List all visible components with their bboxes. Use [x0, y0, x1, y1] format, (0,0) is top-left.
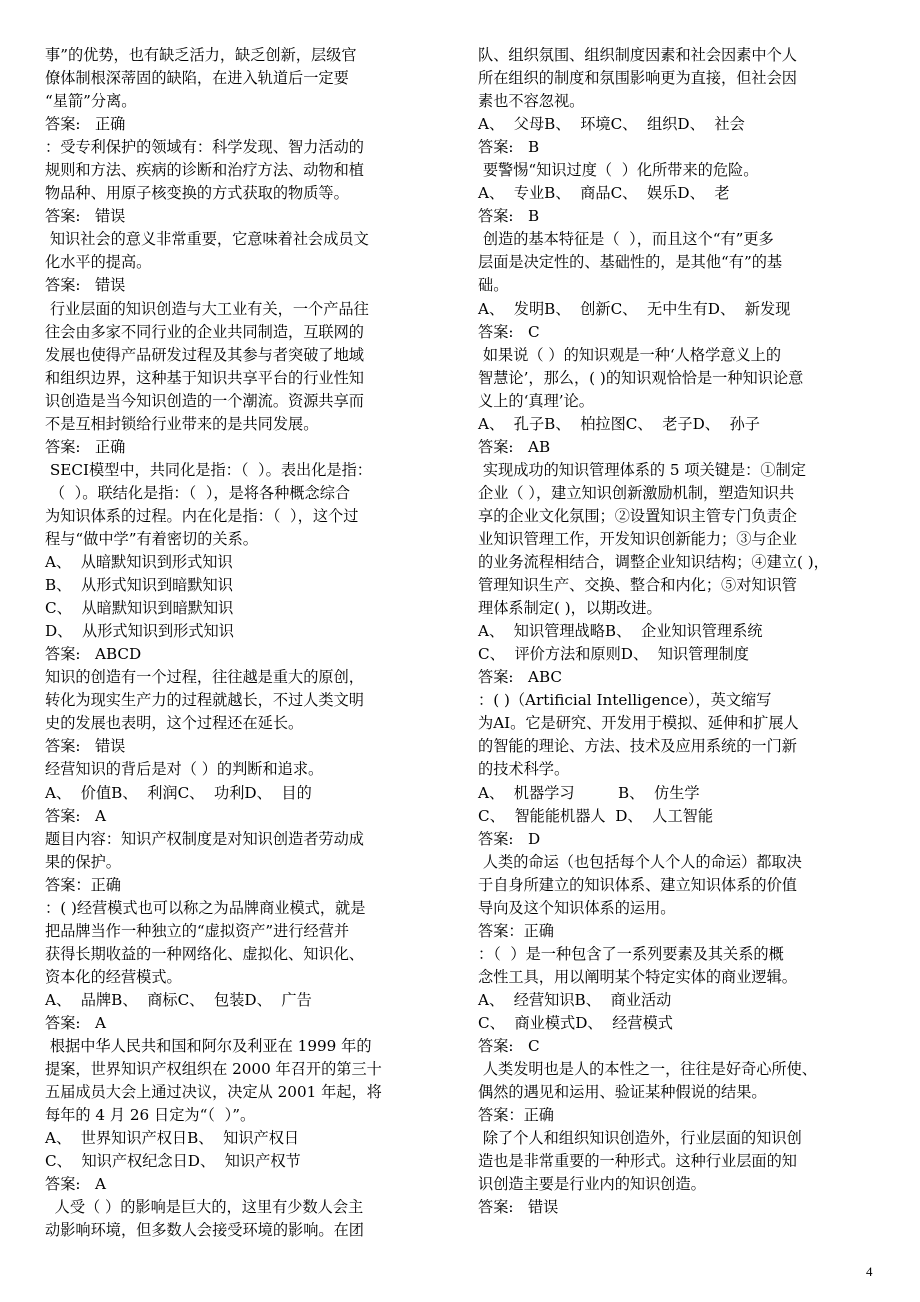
text-line: 果的保护。	[45, 852, 121, 871]
text-line: 答案: 正确	[45, 115, 126, 134]
text-line: C、 知识产权纪念日D、 知识产权节	[45, 1152, 301, 1171]
text-line: 素也不容忽视。	[478, 92, 585, 111]
text-line: A、 孔子B、 柏拉图C、 老子D、 孙子	[478, 414, 760, 433]
text-line: A、 发明B、 创新C、 无中生有D、 新发现	[478, 299, 791, 318]
text-line: 答案: B	[478, 138, 540, 157]
text-line: 规则和方法、疾病的诊断和治疗方法、动物和植	[45, 161, 364, 180]
text-line: 要警惕“知识过度（ ）化所带来的危险。	[478, 161, 759, 180]
text-line: 识创造是当今知识创造的一个潮流。资源共享而	[45, 391, 364, 410]
text-line: “星箭”分离。	[45, 92, 137, 111]
text-line: 题目内容：知识产权制度是对知识创造者劳动成	[45, 829, 364, 848]
text-line: A、 从暗默知识到形式知识	[45, 553, 233, 572]
text-line: ：( )（Artificial Intelligence），英文缩写	[478, 691, 772, 710]
text-line: 把品牌当作一种独立的“虚拟资产”进行经营并	[45, 921, 350, 940]
text-line: 偶然的遇见和运用、验证某种假说的结果。	[478, 1083, 767, 1102]
text-line: 事”的优势，也有缺乏活力，缺乏创新，层级官	[45, 46, 357, 64]
text-line: 享的企业文化氛围；②设置知识主管专门负责企	[478, 506, 797, 525]
text-line: 答案：正确	[478, 921, 554, 940]
text-line: 答案: ABCD	[45, 645, 142, 664]
text-line: 答案: ABC	[478, 668, 563, 687]
text-line: 五届成员大会上通过决议，决定从 2001 年起，将	[45, 1083, 382, 1102]
text-line: 于自身所建立的知识体系、建立知识体系的价值	[478, 875, 797, 894]
text-line: 化水平的提高。	[45, 253, 152, 272]
text-line: 的智能的理论、方法、技术及应用系统的一门新	[478, 737, 797, 756]
text-line: A、 知识管理战略B、 企业知识管理系统	[478, 622, 763, 641]
text-line: 答案: A	[45, 1013, 106, 1032]
text-line: 人类发明也是人的本性之一，往往是好奇心所使、	[478, 1060, 817, 1079]
text-line: A、 经营知识B、 商业活动	[478, 990, 672, 1009]
text-line: 实现成功的知识管理体系的 5 项关键是：①制定	[478, 460, 806, 479]
text-line: 念性工具，用以阐明某个特定实体的商业逻辑。	[478, 967, 797, 986]
left-column	[45, 44, 445, 1242]
text-line: 如果说（ ）的知识观是一种‘人格学意义上的	[478, 345, 782, 364]
text-line: 知识社会的意义非常重要，它意味着社会成员文	[45, 230, 369, 249]
text-line: 程与“做中学”有着密切的关系。	[45, 529, 258, 548]
text-line: 答案: C	[478, 322, 540, 341]
text-line: 知识的创造有一个过程，往往越是重大的原创，	[45, 668, 364, 687]
text-line: 人类的命运（也包括每个人个人的命运）都取决	[478, 852, 802, 871]
text-line: 史的发展也表明，这个过程还在延长。	[45, 714, 304, 733]
text-line: 为知识体系的过程。内在化是指：（ ），这个过	[45, 506, 359, 525]
text-line: 造也是非常重要的一种形式。这种行业层面的知	[478, 1152, 797, 1171]
text-line: 答案: B	[478, 207, 540, 226]
text-line: 和组织边界，这种基于知识共享平台的行业性知	[45, 368, 364, 387]
text-line: C、 智能能机器人 D、 人工智能	[478, 806, 714, 825]
text-line: SECI模型中，共同化是指：（ ）。表出化是指：	[45, 460, 372, 479]
text-line: A、 价值B、 利润C、 功利D、 目的	[45, 783, 312, 802]
text-line: 不是互相封锁给行业带来的是共同发展。	[45, 414, 319, 433]
text-line: A、 父母B、 环境C、 组织D、 社会	[478, 115, 745, 134]
text-line: 每年的 4 月 26 日定为“（ ）”。	[45, 1106, 256, 1125]
text-line: C、 商业模式D、 经营模式	[478, 1013, 673, 1032]
text-line: 为AI。它是研究、开发用于模拟、延伸和扩展人	[478, 714, 799, 733]
text-line: 答案：正确	[478, 1106, 554, 1125]
text-line: 动影响环境，但多数人会接受环境的影响。在团	[45, 1221, 364, 1240]
text-line: 答案: AB	[478, 437, 551, 456]
text-line: 答案: A	[45, 1175, 106, 1194]
text-line: ：受专利保护的领域有：科学发现、智力活动的	[45, 138, 364, 157]
text-line: 队、组织氛围、组织制度因素和社会因素中个人	[478, 46, 797, 64]
text-line: 所在组织的制度和氛围影响更为直接，但社会因	[478, 69, 797, 88]
text-line: 层面是决定性的、基础性的，是其他“有”的基	[478, 253, 783, 272]
text-line: 的技术科学。	[478, 760, 570, 779]
text-line: B、 从形式知识到暗默知识	[45, 576, 233, 595]
text-line: 理体系制定( )，以期改进。	[478, 599, 662, 618]
text-line: 往会由多家不同行业的企业共同制造，互联网的	[45, 322, 364, 341]
text-line: C、 从暗默知识到暗默知识	[45, 599, 234, 618]
text-line: 义上的‘真理’论。	[478, 391, 594, 410]
text-line: A、 品牌B、 商标C、 包装D、 广告	[45, 990, 312, 1009]
text-line: 答案: 错误	[45, 207, 126, 226]
text-line: 导向及这个知识体系的运用。	[478, 898, 676, 917]
text-line: 发展也使得产品研发过程及其参与者突破了地域	[45, 345, 364, 364]
text-line: ：（ ）是一种包含了一系列要素及其关系的概	[478, 944, 784, 963]
text-line: 答案: A	[45, 806, 106, 825]
text-line: 管理知识生产、交换、整合和内化；⑤对知识管	[478, 576, 797, 595]
text-line: ：( )经营模式也可以称之为品牌商业模式，就是	[45, 898, 366, 917]
text-line: 企业（ ），建立知识创新激励机制，塑造知识共	[478, 483, 795, 502]
text-line: 僚体制根深蒂固的缺陷，在进入轨道后一定要	[45, 69, 349, 88]
text-line: A、 专业B、 商品C、 娱乐D、 老	[478, 184, 730, 203]
text-line: 答案：正确	[45, 875, 121, 894]
text-line: 提案，世界知识产权组织在 2000 年召开的第三十	[45, 1060, 382, 1079]
text-line: C、 评价方法和原则D、 知识管理制度	[478, 645, 749, 664]
text-line: 业知识管理工作，开发知识创新能力；③与企业	[478, 529, 797, 548]
text-line: A、 世界知识产权日B、 知识产权日	[45, 1129, 300, 1148]
text-line: 答案: 错误	[45, 737, 126, 756]
text-line: A、 机器学习 B、 仿生学	[478, 783, 700, 802]
text-line: 础。	[478, 276, 509, 295]
page-number: 4	[866, 1264, 873, 1279]
text-line: D、 从形式知识到形式知识	[45, 622, 234, 641]
text-line: 创造的基本特征是（ ），而且这个“有”更多	[478, 230, 774, 249]
text-line: 行业层面的知识创造与大工业有关，一个产品往	[45, 299, 369, 318]
text-line: 答案: 错误	[45, 276, 126, 295]
text-line: 人受（ ）的影响是巨大的，这里有少数人会主	[45, 1198, 364, 1217]
text-line: 经营知识的背后是对（ ）的判断和追求。	[45, 760, 324, 779]
text-line: 获得长期收益的一种网络化、虚拟化、知识化、	[45, 944, 364, 963]
text-line: 资本化的经营模式。	[45, 967, 182, 986]
text-line: 识创造主要是行业内的知识创造。	[478, 1175, 706, 1194]
text-line: 答案: D	[478, 829, 541, 848]
text-line: 答案: 正确	[45, 437, 126, 456]
text-line: 物品种、用原子核变换的方式获取的物质等。	[45, 184, 349, 203]
text-line: 的业务流程相结合，调整企业知识结构；④建立( )，	[478, 553, 829, 572]
text-line: 除了个人和组织知识创造外，行业层面的知识创	[478, 1129, 802, 1148]
right-column	[478, 44, 890, 1219]
text-line: 答案: 错误	[478, 1198, 559, 1217]
text-line: 答案: C	[478, 1037, 540, 1056]
text-line: 根据中华人民共和国和阿尔及利亚在 1999 年的	[45, 1037, 372, 1056]
text-line: 智慧论’，那么，( )的知识观恰恰是一种知识论意	[478, 368, 804, 387]
text-line: 转化为现实生产力的过程就越长，不过人类文明	[45, 691, 364, 710]
text-line: （ ）。联结化是指：（ ），是将各种概念综合	[45, 483, 351, 502]
